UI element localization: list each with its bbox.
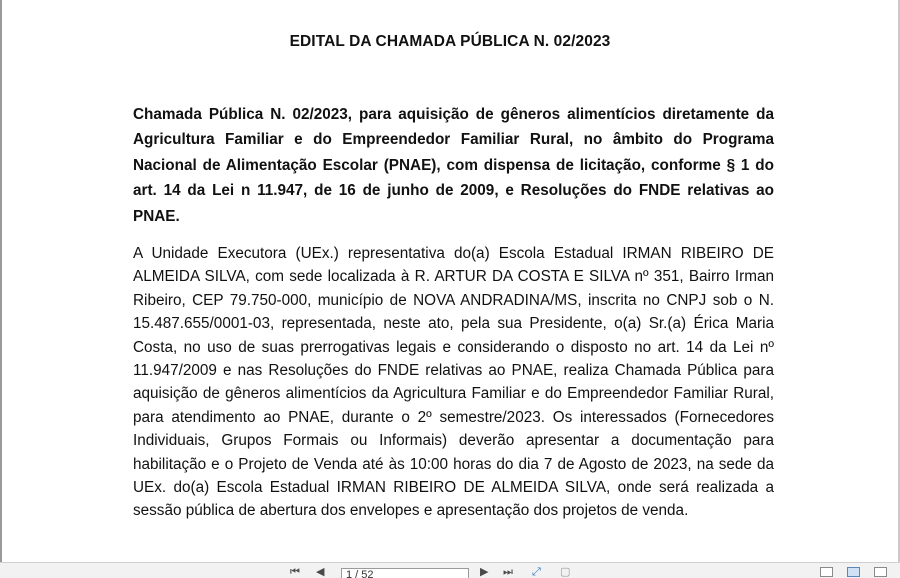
viewer-toolbar xyxy=(0,562,900,578)
body-paragraph: A Unidade Executora (UEx.) representativa do(a) Escola Estadual IRMAN RIBEIRO DE ALMEIDA SILVA, com sede localizada à R. ARTUR DA COSTA E SILVA nº 351, Bairro Irman Ribeiro, CEP 79.750-000, município de NOVA ANDRADINA/MS, inscrita no CNPJ sob o N. 15.487.655/0001-03, representada, neste ato, pela sua Presidente, o(a) Sr.(a) Érica Maria Costa, no uso de suas prerrogativas legais e considerando o disposto no art. 14 da Lei nº 11.947/2009 e nas Resoluções do FNDE relativas ao PNAE, realiza Chamada Pública para aquisição de gêneros alimentícios da Agricultura Familiar e do Empreendedor Familiar Rural, para atendimento ao PNAE, durante o 2º semestre/2023. Os interessados (Fornecedores Individuais, Grupos Formais ou Informais) deverão apresentar a documentação para habilitação e o Projeto de Venda até às 10:00 horas do dia 7 de Agosto de 2023, na sede da UEx. do(a) Escola Estadual IRMAN RIBEIRO DE ALMEIDA SILVA, onde será realizada a sessão pública de abertura dos envelopes e apresentação dos projetos de venda. xyxy=(133,245,774,520)
last-page-icon[interactable]: ⏭ xyxy=(503,565,513,578)
rotate-icon[interactable]: ▢ xyxy=(560,565,571,578)
document-title: EDITAL DA CHAMADA PÚBLICA N. 02/2023 xyxy=(289,33,611,50)
two-page-view-button[interactable] xyxy=(874,567,887,577)
single-page-view-button[interactable] xyxy=(847,567,860,577)
next-page-icon[interactable]: ▶ xyxy=(480,565,489,578)
previous-page-icon[interactable]: ◀ xyxy=(316,565,325,578)
first-page-icon[interactable]: ⏮ xyxy=(290,565,300,578)
intro-paragraph: Chamada Pública N. 02/2023, para aquisição de gêneros alimentícios diretamente da Agricultura Familiar e do Empreendedor Familiar Rural, no âmbito do Programa Nacional de Alimentação Escolar (PNAE), com dispensa de licitação, conforme § 1 do art. 14 da Lei n 11.947, de 16 de junho de 2009, e Resoluções do FNDE relativas ao PNAE. xyxy=(133,106,774,225)
fit-page-icon[interactable]: ⤢ xyxy=(532,565,541,578)
page-number-input[interactable]: 1 / 52 xyxy=(341,568,469,578)
scroll-view-button[interactable] xyxy=(820,567,833,577)
